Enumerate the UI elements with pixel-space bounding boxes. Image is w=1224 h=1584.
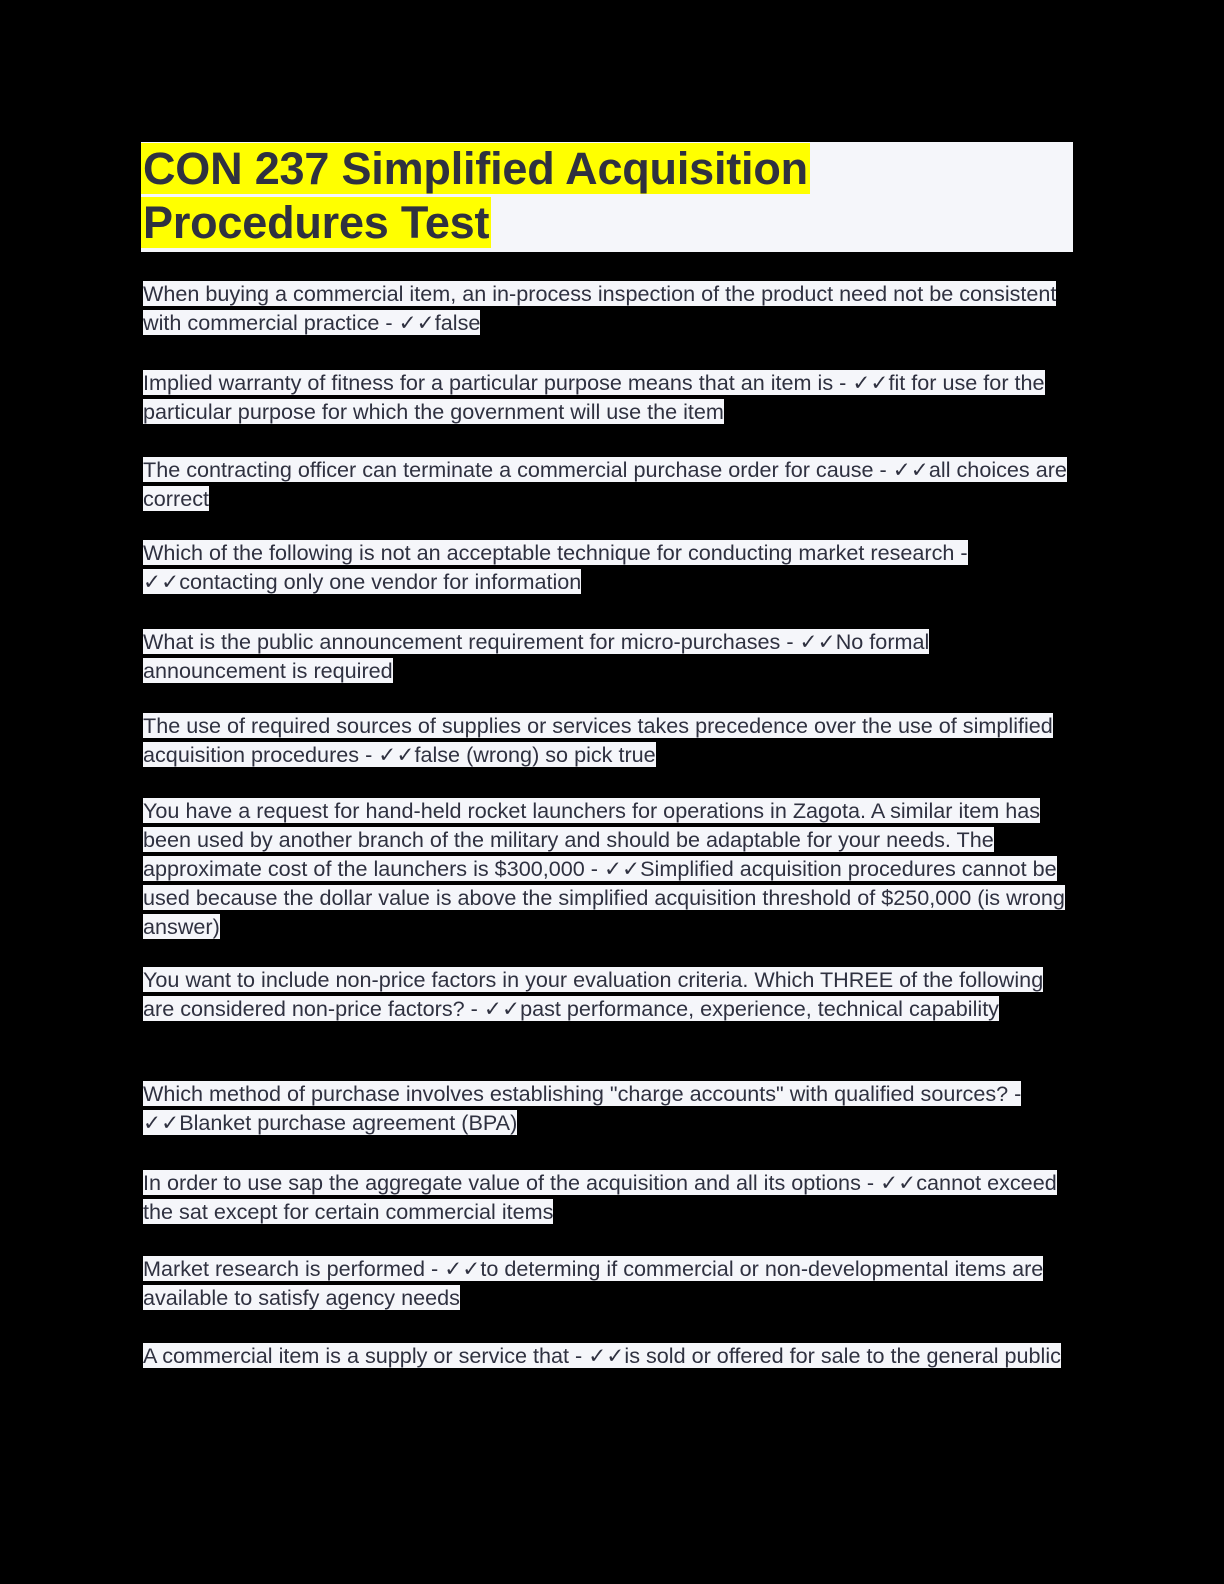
title-line-1: CON 237 Simplified Acquisition [143, 143, 808, 194]
qa-item-4 [143, 538, 1073, 596]
double-check-icon: ✓✓ [852, 370, 889, 395]
answer-text: Blanket purchase agreement (BPA) [179, 1110, 518, 1135]
question-text: In order to use sap the aggregate value of the acquisition and all its options - [143, 1170, 881, 1195]
answer-text: Simplified acquisition procedures cannot be used because the dollar value is above the simplified acquisition threshold of $250,000 (is wrong answer) [143, 856, 1065, 939]
qa-item-9 [143, 1079, 1073, 1137]
answer-text: is sold or offered for sale to the general public [624, 1343, 1061, 1368]
question-text: When buying a commercial item, an in-process inspection of the product need not be consistent with commercial practice - [143, 281, 1057, 335]
question-text: You have a request for hand-held rocket launchers for operations in Zagota. A similar item has been used by another branch of the military and should be adaptable for your needs. The approximate cost of the launchers is $300,000 - [143, 798, 1041, 881]
qa-item-11 [143, 1254, 1073, 1312]
double-check-icon: ✓✓ [892, 457, 929, 482]
answer-text: fit for use for the particular purpose for which the government will use the item [143, 370, 1045, 424]
qa-item-8 [143, 965, 1073, 1023]
title-block [141, 142, 1073, 252]
question-text: A commercial item is a supply or service that - [143, 1343, 589, 1368]
qa-item-7 [143, 796, 1073, 941]
qa-item-6 [143, 711, 1073, 769]
qa-item-3 [143, 455, 1073, 513]
answer-text: contacting only one vendor for information [179, 569, 582, 594]
title-line-2: Procedures Test [143, 197, 490, 248]
question-text: Which method of purchase involves establishing "charge accounts" with qualified sources? - [143, 1081, 1022, 1106]
answer-text: false [434, 310, 481, 335]
double-check-icon: ✓✓ [799, 629, 836, 654]
question-text: The use of required sources of supplies or services takes precedence over the use of simplified acquisition procedures - [143, 713, 1053, 767]
answer-text: false (wrong) so pick true [414, 742, 656, 767]
qa-item-12 [143, 1341, 1073, 1370]
question-text: Which of the following is not an acceptable technique for conducting market research - [143, 540, 968, 565]
document-title [141, 142, 1073, 250]
double-check-icon: ✓✓ [398, 310, 435, 335]
question-text: Implied warranty of fitness for a particular purpose means that an item is - [143, 370, 853, 395]
question-text: You want to include non-price factors in your evaluation criteria. Which THREE of the following are considered non-price factors? - [143, 967, 1044, 1021]
double-check-icon: ✓✓ [588, 1343, 625, 1368]
double-check-icon: ✓✓ [603, 856, 641, 881]
answer-text: to determing if commercial or non-developmental items are available to satisfy agency needs [143, 1256, 1044, 1310]
question-text: What is the public announcement requirement for micro-purchases - [143, 629, 800, 654]
question-text: The contracting officer can terminate a commercial purchase order for cause - [143, 457, 893, 482]
answer-text: cannot exceed the sat except for certain commercial items [143, 1170, 1057, 1224]
double-check-icon: ✓✓ [880, 1170, 917, 1195]
double-check-icon: ✓✓ [378, 742, 415, 767]
double-check-icon: ✓✓ [483, 996, 521, 1021]
answer-text: No formal announcement is required [143, 629, 930, 683]
qa-item-2 [143, 368, 1073, 426]
qa-item-1 [143, 279, 1073, 337]
double-check-icon: ✓✓ [444, 1256, 481, 1281]
double-check-icon: ✓✓ [143, 569, 180, 594]
answer-text: past performance, experience, technical capability [520, 996, 999, 1021]
qa-item-5 [143, 627, 1073, 685]
double-check-icon: ✓✓ [143, 1110, 180, 1135]
question-text: Market research is performed - [143, 1256, 445, 1281]
answer-text: all choices are correct [143, 457, 1067, 511]
title-highlight [141, 143, 810, 248]
qa-item-10 [143, 1168, 1073, 1226]
